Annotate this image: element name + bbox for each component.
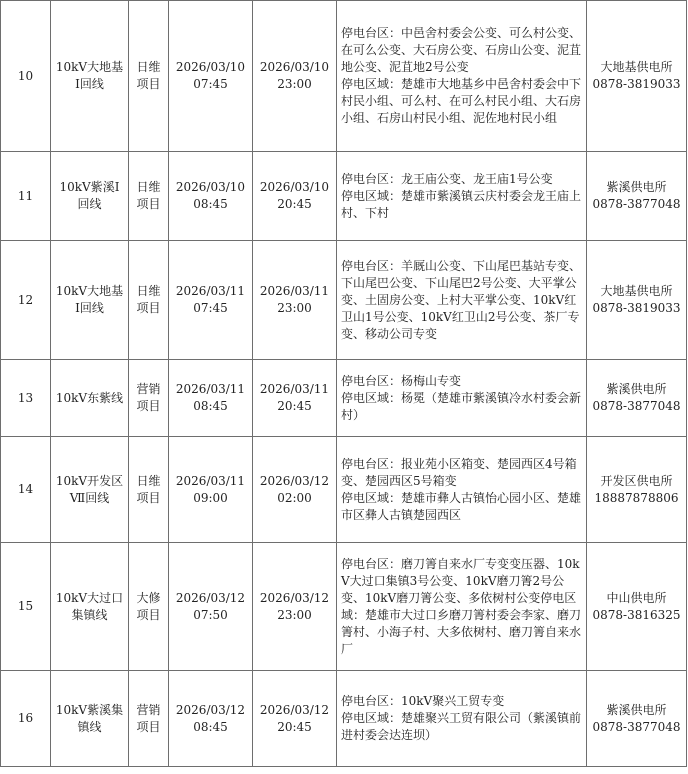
start-time: 2026/03/12 07:50 (169, 543, 253, 671)
row-number: 11 (1, 152, 51, 241)
end-time: 2026/03/12 20:45 (253, 671, 337, 767)
start-time: 2026/03/10 07:45 (169, 1, 253, 152)
power-station: 大地基供电所 0878-3819033 (587, 241, 687, 360)
line-name: 10kV大地基Ⅰ回线 (51, 1, 129, 152)
end-time: 2026/03/10 20:45 (253, 152, 337, 241)
end-time: 2026/03/12 23:00 (253, 543, 337, 671)
start-time: 2026/03/11 09:00 (169, 437, 253, 543)
start-time: 2026/03/12 08:45 (169, 671, 253, 767)
project-type: 日维项目 (129, 241, 169, 360)
project-type: 大修项目 (129, 543, 169, 671)
line-name: 10kV东紫线 (51, 360, 129, 437)
line-name: 10kV大地基Ⅰ回线 (51, 241, 129, 360)
line-name: 10kV紫溪集镇线 (51, 671, 129, 767)
power-station: 开发区供电所 18887878806 (587, 437, 687, 543)
table-row (1, 671, 687, 767)
outage-area: 停电台区：中邑舍村委会公变、可么村公变、在可么公变、大石房公变、石房山公变、泥苴地公变、泥苴地2号公变 停电区域：楚雄市大地基乡中邑舍村委会中下村民小组、可么村、在可么村民小组、大石房小组、石房山村民小组、泥佐地村民小组 (337, 1, 587, 152)
row-number: 16 (1, 671, 51, 767)
end-time: 2026/03/10 23:00 (253, 1, 337, 152)
outage-area: 停电台区：龙王庙公变、龙王庙1号公变 停电区域：楚雄市紫溪镇云庆村委会龙王庙上村、下村 (337, 152, 587, 241)
project-type: 日维项目 (129, 152, 169, 241)
outage-area: 停电台区：磨刀箐自来水厂专变变压器、10kV大过口集镇3号公变、10kV磨刀箐2号公变、10kV磨刀箐公变、多依树村公变停电区域：楚雄市大过口乡磨刀箐村委会李家、磨刀箐村、小海子村、大多依树村、磨刀箐自来水厂 (337, 543, 587, 671)
table-row (1, 152, 687, 241)
power-station: 紫溪供电所 0878-3877048 (587, 360, 687, 437)
line-name: 10kV紫溪Ⅰ回线 (51, 152, 129, 241)
end-time: 2026/03/12 02:00 (253, 437, 337, 543)
project-type: 日维项目 (129, 1, 169, 152)
start-time: 2026/03/11 07:45 (169, 241, 253, 360)
row-number: 15 (1, 543, 51, 671)
end-time: 2026/03/11 23:00 (253, 241, 337, 360)
power-station: 紫溪供电所 0878-3877048 (587, 152, 687, 241)
row-number: 12 (1, 241, 51, 360)
project-type: 日维项目 (129, 437, 169, 543)
row-number: 14 (1, 437, 51, 543)
end-time: 2026/03/11 20:45 (253, 360, 337, 437)
project-type: 营销项目 (129, 671, 169, 767)
outage-area: 停电台区：10kV聚兴工贸专变 停电区域：楚雄聚兴工贸有限公司（紫溪镇前进村委会达连坝） (337, 671, 587, 767)
start-time: 2026/03/10 08:45 (169, 152, 253, 241)
start-time: 2026/03/11 08:45 (169, 360, 253, 437)
outage-area: 停电台区：羊厩山公变、下山尾巴基站专变、下山尾巴公变、下山尾巴2号公变、大平掌公变、土固房公变、上村大平掌公变、10kV红卫山1号公变、10kV红卫山2号公变、茶厂专变、移动公司专变 (337, 241, 587, 360)
power-station: 紫溪供电所 0878-3877048 (587, 671, 687, 767)
power-station: 大地基供电所 0878-3819033 (587, 1, 687, 152)
table-row (1, 241, 687, 360)
table-row (1, 360, 687, 437)
project-type: 营销项目 (129, 360, 169, 437)
power-station: 中山供电所 0878-3816325 (587, 543, 687, 671)
outage-area: 停电台区：报业苑小区箱变、楚园西区4号箱变、楚园西区5号箱变 停电区域：楚雄市彝人古镇怡心园小区、楚雄市区彝人古镇楚园西区 (337, 437, 587, 543)
outage-area: 停电台区：杨梅山专变 停电区域：杨冕（楚雄市紫溪镇冷水村委会新村） (337, 360, 587, 437)
table-row (1, 437, 687, 543)
row-number: 10 (1, 1, 51, 152)
table-row (1, 543, 687, 671)
line-name: 10kV开发区Ⅶ回线 (51, 437, 129, 543)
line-name: 10kV大过口集镇线 (51, 543, 129, 671)
table-row (1, 1, 687, 152)
row-number: 13 (1, 360, 51, 437)
